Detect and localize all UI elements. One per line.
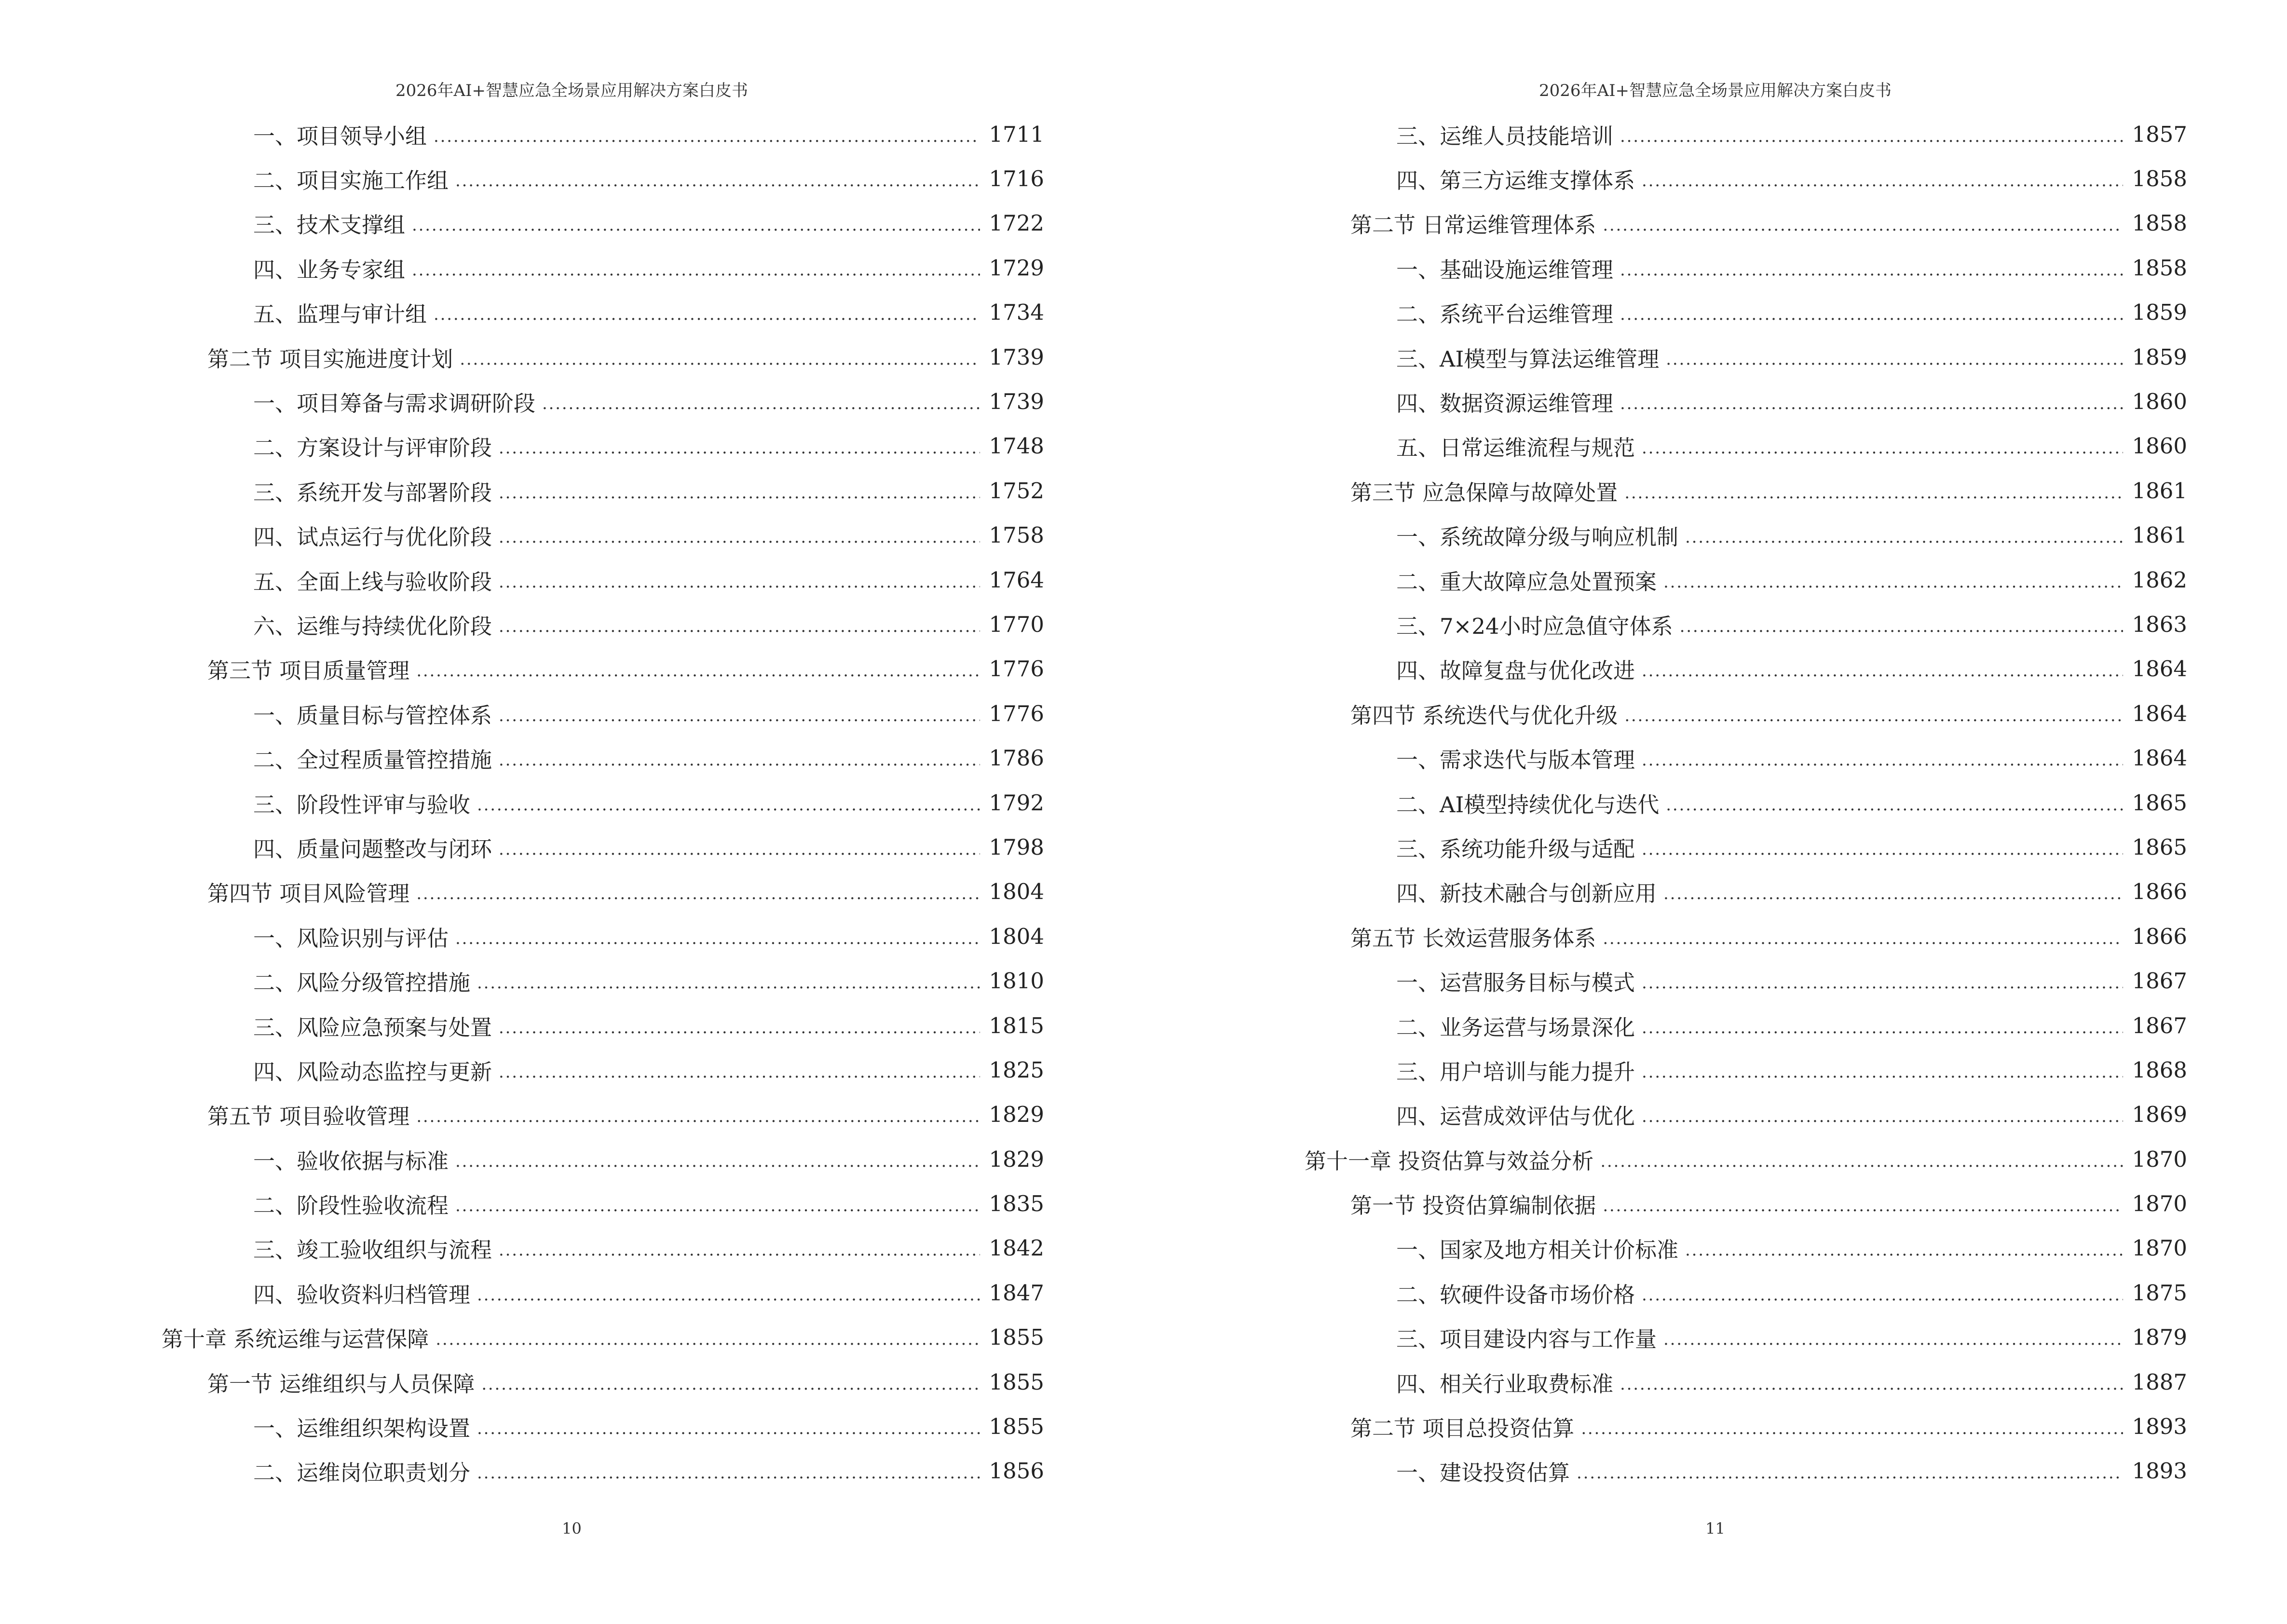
toc-entry-page-number: 1870 <box>2132 1191 2187 1217</box>
toc-entry-title: 第三节 项目质量管理 <box>207 658 410 684</box>
toc-entry-title: 一、运营服务目标与模式 <box>1396 970 1635 996</box>
toc-entry-title: 四、新技术融合与创新应用 <box>1396 881 1657 907</box>
toc-subsection-entry[interactable] <box>1305 112 2187 156</box>
toc-dot-leader <box>477 1414 980 1439</box>
toc-entry-title: 三、竣工验收组织与流程 <box>253 1237 492 1263</box>
toc-section-entry[interactable] <box>162 1360 1044 1404</box>
toc-dot-leader <box>499 478 980 504</box>
toc-subsection-entry[interactable] <box>1305 558 2187 602</box>
page-header: 2026年AI+智慧应急全场景应用解决方案白皮书 <box>1539 81 1892 100</box>
page-right <box>1144 0 2287 1624</box>
toc-dot-leader <box>499 701 980 726</box>
toc-dot-leader <box>1603 1191 2123 1216</box>
toc-section-entry[interactable] <box>162 335 1044 379</box>
toc-subsection-entry[interactable] <box>1305 1003 2187 1048</box>
toc-subsection-entry[interactable] <box>1305 290 2187 335</box>
toc-entry-page-number: 1875 <box>2132 1280 2187 1306</box>
toc-dot-leader <box>1642 1280 2123 1306</box>
toc-subsection-entry[interactable] <box>162 112 1044 156</box>
toc-subsection-entry[interactable] <box>162 780 1044 825</box>
toc-entry-title: 一、运维组织架构设置 <box>253 1416 471 1442</box>
toc-section-entry[interactable] <box>1305 1404 2187 1448</box>
toc-entry-title: 四、业务专家组 <box>253 257 406 283</box>
toc-entry-page-number: 1879 <box>2132 1324 2187 1351</box>
toc-entry-title: 第二节 项目实施进度计划 <box>207 346 453 372</box>
toc-dot-leader <box>416 879 980 904</box>
toc-section-entry[interactable] <box>162 1092 1044 1137</box>
toc-entry-page-number: 1847 <box>989 1280 1044 1306</box>
toc-entry-title: 四、验收资料归档管理 <box>253 1282 471 1308</box>
toc-dot-leader <box>1620 389 2123 414</box>
toc-dot-leader <box>1666 790 2123 816</box>
toc-subsection-entry[interactable] <box>1305 1315 2187 1360</box>
toc-entry-title: 三、项目建设内容与工作量 <box>1396 1326 1657 1352</box>
toc-entry-page-number: 1858 <box>2132 255 2187 281</box>
toc-entry-title: 六、运维与持续优化阶段 <box>253 613 492 639</box>
toc-entry-title: 第二节 日常运维管理体系 <box>1350 212 1596 238</box>
toc-subsection-entry[interactable] <box>162 1449 1044 1493</box>
toc-entry-title: 第一节 运维组织与人员保障 <box>207 1371 475 1397</box>
toc-entry-page-number: 1863 <box>2132 611 2187 637</box>
toc-subsection-entry[interactable] <box>162 1137 1044 1181</box>
toc-subsection-entry[interactable] <box>1305 870 2187 914</box>
toc-entry-page-number: 1858 <box>2132 210 2187 236</box>
toc-dot-leader <box>1624 478 2123 504</box>
toc-dot-leader <box>499 1057 980 1083</box>
toc-dot-leader <box>1642 656 2123 682</box>
toc-entry-title: 第三节 应急保障与故障处置 <box>1350 479 1618 505</box>
toc-entry-page-number: 1893 <box>2132 1458 2187 1484</box>
toc-list <box>162 112 1044 1493</box>
toc-entry-page-number: 1865 <box>2132 834 2187 860</box>
toc-subsection-entry[interactable] <box>1305 1092 2187 1137</box>
toc-dot-leader <box>1685 1235 2123 1261</box>
toc-entry-title: 二、项目实施工作组 <box>253 168 449 194</box>
toc-subsection-entry[interactable] <box>1305 379 2187 423</box>
toc-entry-page-number: 1859 <box>2132 344 2187 370</box>
toc-entry-page-number: 1739 <box>989 344 1044 370</box>
toc-dot-leader <box>481 1369 980 1395</box>
toc-entry-title: 二、阶段性验收流程 <box>253 1193 449 1219</box>
toc-subsection-entry[interactable] <box>1305 513 2187 558</box>
toc-section-entry[interactable] <box>1305 691 2187 736</box>
toc-subsection-entry[interactable] <box>1305 335 2187 379</box>
toc-entry-title: 五、全面上线与验收阶段 <box>253 569 492 595</box>
toc-entry-title: 第二节 项目总投资估算 <box>1350 1416 1575 1442</box>
toc-entry-page-number: 1868 <box>2132 1057 2187 1083</box>
toc-section-entry[interactable] <box>162 647 1044 691</box>
toc-entry-title: 二、运维岗位职责划分 <box>253 1460 471 1486</box>
toc-subsection-entry[interactable] <box>162 379 1044 423</box>
toc-dot-leader <box>1620 255 2123 281</box>
toc-dot-leader <box>477 1280 980 1306</box>
toc-entry-page-number: 1887 <box>2132 1369 2187 1395</box>
toc-entry-title: 五、日常运维流程与规范 <box>1396 435 1635 461</box>
toc-entry-page-number: 1858 <box>2132 166 2187 192</box>
toc-list <box>1305 112 2187 1493</box>
toc-entry-title: 二、软硬件设备市场价格 <box>1396 1282 1635 1308</box>
toc-entry-page-number: 1842 <box>989 1235 1044 1261</box>
toc-entry-title: 二、重大故障应急处置预案 <box>1396 569 1657 595</box>
toc-entry-title: 三、系统开发与部署阶段 <box>253 479 492 505</box>
toc-dot-leader <box>436 1324 980 1350</box>
toc-subsection-entry[interactable] <box>162 513 1044 558</box>
toc-entry-title: 一、质量目标与管控体系 <box>253 702 492 728</box>
toc-entry-page-number: 1770 <box>989 611 1044 637</box>
toc-dot-leader <box>1663 567 2123 593</box>
toc-entry-title: 二、风险分级管控措施 <box>253 970 471 996</box>
toc-subsection-entry[interactable] <box>162 290 1044 335</box>
toc-subsection-entry[interactable] <box>1305 780 2187 825</box>
toc-entry-page-number: 1866 <box>2132 879 2187 905</box>
toc-subsection-entry[interactable] <box>1305 958 2187 1003</box>
toc-entry-page-number: 1861 <box>2132 478 2187 504</box>
toc-entry-page-number: 1810 <box>989 968 1044 994</box>
toc-dot-leader <box>1680 612 2124 637</box>
toc-entry-title: 三、系统功能升级与适配 <box>1396 836 1635 862</box>
toc-dot-leader <box>477 790 980 816</box>
toc-entry-title: 一、国家及地方相关计价标准 <box>1396 1237 1679 1263</box>
toc-entry-page-number: 1829 <box>989 1102 1044 1128</box>
toc-dot-leader <box>1603 924 2123 949</box>
toc-entry-page-number: 1893 <box>2132 1414 2187 1440</box>
toc-dot-leader <box>1581 1414 2123 1439</box>
toc-entry-page-number: 1758 <box>989 522 1044 548</box>
toc-dot-leader <box>1642 1102 2123 1127</box>
toc-subsection-entry[interactable] <box>1305 1360 2187 1404</box>
toc-subsection-entry[interactable] <box>162 958 1044 1003</box>
toc-entry-title: 四、故障复盘与优化改进 <box>1396 658 1635 684</box>
toc-entry-page-number: 1764 <box>989 567 1044 593</box>
toc-entry-page-number: 1865 <box>2132 790 2187 816</box>
toc-entry-page-number: 1825 <box>989 1057 1044 1083</box>
toc-subsection-entry[interactable] <box>1305 424 2187 468</box>
toc-entry-page-number: 1716 <box>989 166 1044 192</box>
toc-entry-page-number: 1869 <box>2132 1102 2187 1128</box>
toc-subsection-entry[interactable] <box>1305 1270 2187 1315</box>
toc-entry-title: 第四节 系统迭代与优化升级 <box>1350 702 1618 728</box>
toc-section-entry[interactable] <box>1305 914 2187 958</box>
toc-subsection-entry[interactable] <box>162 1404 1044 1448</box>
toc-dot-leader <box>499 745 980 771</box>
toc-subsection-entry[interactable] <box>162 156 1044 201</box>
toc-entry-page-number: 1734 <box>989 300 1044 326</box>
toc-entry-page-number: 1798 <box>989 834 1044 860</box>
toc-dot-leader <box>1642 834 2123 860</box>
toc-entry-title: 四、试点运行与优化阶段 <box>253 524 492 550</box>
toc-entry-page-number: 1786 <box>989 745 1044 771</box>
toc-dot-leader <box>1663 879 2123 904</box>
toc-chapter-entry[interactable] <box>1305 1137 2187 1181</box>
toc-entry-page-number: 1867 <box>2132 968 2187 994</box>
toc-entry-page-number: 1864 <box>2132 656 2187 682</box>
toc-subsection-entry[interactable] <box>1305 1449 2187 1493</box>
toc-entry-page-number: 1870 <box>2132 1235 2187 1261</box>
toc-entry-title: 二、AI模型持续优化与迭代 <box>1396 792 1660 818</box>
toc-dot-leader <box>455 166 980 191</box>
toc-entry-title: 二、方案设计与评审阶段 <box>253 435 492 461</box>
toc-dot-leader <box>416 1102 980 1127</box>
toc-entry-title: 三、运维人员技能培训 <box>1396 123 1614 149</box>
toc-entry-page-number: 1855 <box>989 1414 1044 1440</box>
toc-entry-title: 四、运营成效评估与优化 <box>1396 1104 1635 1130</box>
toc-entry-title: 四、数据资源运维管理 <box>1396 391 1614 417</box>
toc-entry-page-number: 1835 <box>989 1191 1044 1217</box>
toc-entry-page-number: 1860 <box>2132 433 2187 459</box>
toc-entry-title: 四、质量问题整改与闭环 <box>253 836 492 862</box>
toc-dot-leader <box>1642 1057 2123 1083</box>
toc-subsection-entry[interactable] <box>162 602 1044 646</box>
toc-entry-title: 第四节 项目风险管理 <box>207 881 410 907</box>
toc-entry-title: 第五节 项目验收管理 <box>207 1104 410 1130</box>
toc-dot-leader <box>1666 344 2123 370</box>
toc-entry-page-number: 1855 <box>989 1324 1044 1351</box>
toc-section-entry[interactable] <box>1305 201 2187 246</box>
toc-entry-page-number: 1864 <box>2132 745 2187 771</box>
toc-entry-title: 三、AI模型与算法运维管理 <box>1396 346 1660 372</box>
toc-dot-leader <box>499 1235 980 1261</box>
toc-dot-leader <box>1663 1324 2123 1350</box>
toc-subsection-entry[interactable] <box>162 1048 1044 1092</box>
toc-entry-page-number: 1860 <box>2132 389 2187 415</box>
toc-entry-page-number: 1729 <box>989 255 1044 281</box>
toc-section-entry[interactable] <box>162 870 1044 914</box>
toc-dot-leader <box>1577 1458 2123 1484</box>
toc-subsection-entry[interactable] <box>162 825 1044 869</box>
toc-dot-leader <box>1603 210 2123 236</box>
toc-entry-page-number: 1866 <box>2132 923 2187 949</box>
toc-entry-page-number: 1776 <box>989 656 1044 682</box>
toc-dot-leader <box>499 1013 980 1038</box>
page-number: 11 <box>1705 1519 1725 1538</box>
toc-entry-title: 一、项目筹备与需求调研阶段 <box>253 391 536 417</box>
toc-entry-page-number: 1792 <box>989 790 1044 816</box>
toc-entry-page-number: 1857 <box>2132 121 2187 147</box>
toc-entry-page-number: 1804 <box>989 879 1044 905</box>
toc-dot-leader <box>434 122 980 147</box>
toc-subsection-entry[interactable] <box>1305 825 2187 869</box>
toc-entry-title: 四、相关行业取费标准 <box>1396 1371 1614 1397</box>
toc-dot-leader <box>1642 433 2123 459</box>
toc-entry-page-number: 1804 <box>989 923 1044 949</box>
toc-entry-page-number: 1870 <box>2132 1146 2187 1172</box>
toc-entry-page-number: 1867 <box>2132 1012 2187 1038</box>
page-header: 2026年AI+智慧应急全场景应用解决方案白皮书 <box>395 81 748 100</box>
toc-entry-title: 四、第三方运维支撑体系 <box>1396 168 1635 194</box>
toc-entry-page-number: 1776 <box>989 700 1044 726</box>
toc-dot-leader <box>499 433 980 459</box>
toc-section-entry[interactable] <box>1305 1181 2187 1226</box>
toc-dot-leader <box>499 522 980 548</box>
toc-dot-leader <box>416 656 980 682</box>
toc-entry-title: 五、监理与审计组 <box>253 301 427 328</box>
toc-chapter-entry[interactable] <box>162 1315 1044 1360</box>
toc-subsection-entry[interactable] <box>162 914 1044 958</box>
toc-dot-leader <box>1685 522 2123 548</box>
toc-subsection-entry[interactable] <box>162 246 1044 290</box>
toc-subsection-entry[interactable] <box>162 1270 1044 1315</box>
toc-dot-leader <box>499 567 980 593</box>
toc-subsection-entry[interactable] <box>162 201 1044 246</box>
toc-dot-leader <box>477 1458 980 1484</box>
toc-entry-page-number: 1748 <box>989 433 1044 459</box>
toc-subsection-entry[interactable] <box>1305 156 2187 201</box>
toc-entry-page-number: 1829 <box>989 1146 1044 1172</box>
toc-entry-title: 第五节 长效运营服务体系 <box>1350 925 1596 951</box>
toc-entry-title: 三、技术支撑组 <box>253 212 406 238</box>
toc-entry-title: 二、业务运营与场景深化 <box>1396 1014 1635 1040</box>
toc-dot-leader <box>1642 968 2123 994</box>
toc-entry-page-number: 1856 <box>989 1458 1044 1484</box>
toc-entry-title: 一、风险识别与评估 <box>253 925 449 951</box>
toc-dot-leader <box>434 300 980 325</box>
toc-entry-title: 三、7×24小时应急值守体系 <box>1396 613 1673 639</box>
toc-entry-page-number: 1855 <box>989 1369 1044 1395</box>
toc-subsection-entry[interactable] <box>1305 647 2187 691</box>
toc-entry-page-number: 1815 <box>989 1012 1044 1038</box>
toc-dot-leader <box>412 210 980 236</box>
toc-dot-leader <box>455 1191 980 1216</box>
toc-dot-leader <box>1620 1369 2123 1395</box>
toc-entry-title: 一、需求迭代与版本管理 <box>1396 747 1635 773</box>
toc-dot-leader <box>499 612 980 637</box>
toc-dot-leader <box>1624 701 2123 726</box>
toc-dot-leader <box>542 389 980 414</box>
toc-entry-page-number: 1864 <box>2132 700 2187 726</box>
toc-entry-page-number: 1711 <box>989 121 1044 147</box>
toc-dot-leader <box>499 834 980 860</box>
toc-subsection-entry[interactable] <box>162 736 1044 780</box>
toc-dot-leader <box>455 1146 980 1172</box>
toc-dot-leader <box>1642 1013 2123 1038</box>
toc-subsection-entry[interactable] <box>162 424 1044 468</box>
toc-entry-title: 第十章 系统运维与运营保障 <box>162 1326 429 1352</box>
toc-entry-page-number: 1859 <box>2132 300 2187 326</box>
toc-entry-page-number: 1752 <box>989 478 1044 504</box>
toc-entry-title: 三、阶段性评审与验收 <box>253 792 471 818</box>
toc-dot-leader <box>1642 745 2123 771</box>
toc-subsection-entry[interactable] <box>1305 602 2187 646</box>
toc-entry-title: 一、系统故障分级与响应机制 <box>1396 524 1679 550</box>
toc-entry-title: 一、基础设施运维管理 <box>1396 257 1614 283</box>
toc-subsection-entry[interactable] <box>162 468 1044 513</box>
toc-dot-leader <box>1642 166 2123 191</box>
toc-subsection-entry[interactable] <box>162 1003 1044 1048</box>
toc-entry-title: 二、全过程质量管控措施 <box>253 747 492 773</box>
toc-dot-leader <box>460 344 980 370</box>
toc-entry-title: 第一节 投资估算编制依据 <box>1350 1193 1596 1219</box>
toc-entry-title: 三、用户培训与能力提升 <box>1396 1059 1635 1085</box>
toc-entry-page-number: 1861 <box>2132 522 2187 548</box>
toc-entry-page-number: 1739 <box>989 389 1044 415</box>
toc-subsection-entry[interactable] <box>162 558 1044 602</box>
toc-dot-leader <box>1600 1146 2123 1172</box>
toc-dot-leader <box>477 968 980 994</box>
toc-entry-title: 四、风险动态监控与更新 <box>253 1059 492 1085</box>
toc-entry-page-number: 1862 <box>2132 567 2187 593</box>
toc-section-entry[interactable] <box>1305 468 2187 513</box>
toc-subsection-entry[interactable] <box>162 1181 1044 1226</box>
toc-entry-page-number: 1722 <box>989 210 1044 236</box>
toc-entry-title: 一、项目领导小组 <box>253 123 427 149</box>
toc-subsection-entry[interactable] <box>162 691 1044 736</box>
toc-entry-title: 二、系统平台运维管理 <box>1396 301 1614 328</box>
toc-entry-title: 一、建设投资估算 <box>1396 1460 1570 1486</box>
toc-subsection-entry[interactable] <box>1305 1226 2187 1270</box>
toc-dot-leader <box>455 924 980 949</box>
toc-entry-title: 三、风险应急预案与处置 <box>253 1014 492 1040</box>
page-number: 10 <box>562 1519 582 1538</box>
toc-dot-leader <box>1620 122 2123 147</box>
toc-entry-title: 一、验收依据与标准 <box>253 1148 449 1174</box>
toc-subsection-entry[interactable] <box>1305 736 2187 780</box>
toc-dot-leader <box>1620 300 2123 325</box>
toc-subsection-entry[interactable] <box>1305 246 2187 290</box>
toc-subsection-entry[interactable] <box>162 1226 1044 1270</box>
toc-subsection-entry[interactable] <box>1305 1048 2187 1092</box>
toc-dot-leader <box>412 255 980 281</box>
toc-entry-title: 第十一章 投资估算与效益分析 <box>1305 1148 1594 1174</box>
